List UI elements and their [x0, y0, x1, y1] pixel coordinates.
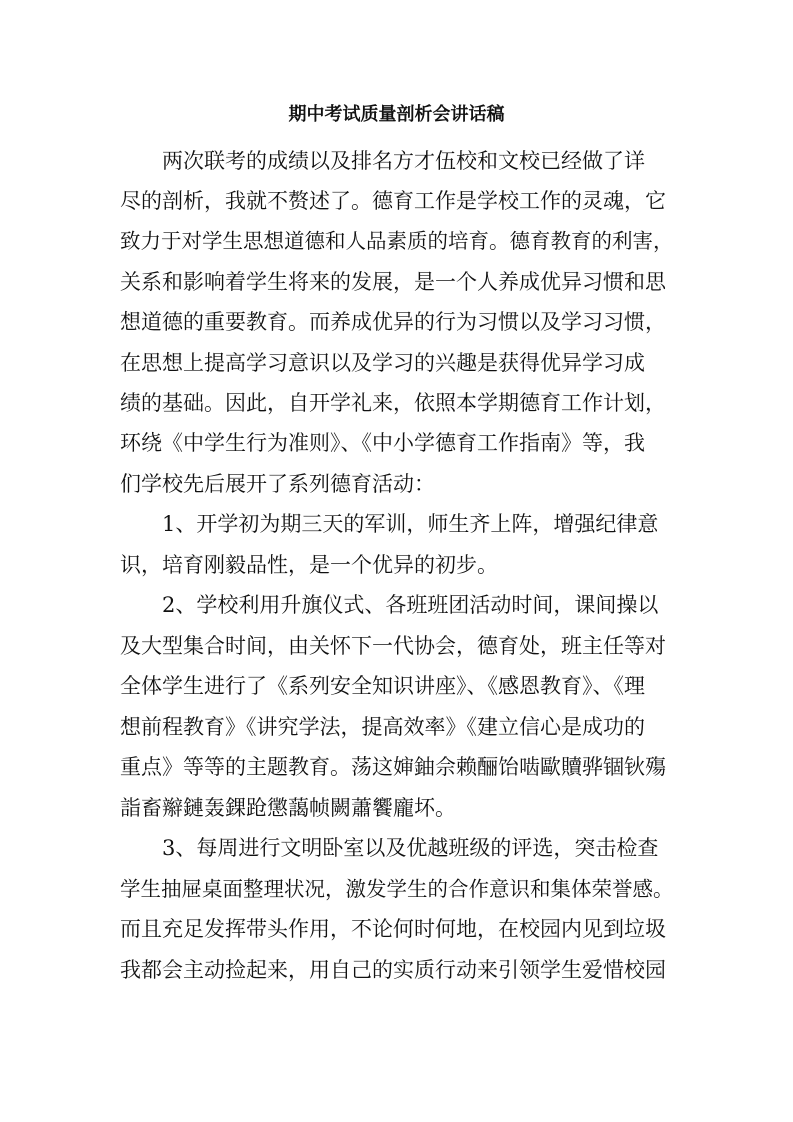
paragraph-line: 们学校先后展开了系列德育活动：	[120, 472, 435, 496]
paragraph-line: 绩的基础。因此，自开学礼来，依照本学期德育工作计划，	[120, 391, 666, 415]
paragraph-line: 3、每周进行文明卧室以及优越班级的评选，突击检查	[162, 836, 659, 860]
paragraph-line: 全体学生进行了《系列安全知识讲座》、《感恩教育》、《理	[120, 674, 645, 698]
paragraph-line: 学生抽屉桌面整理状况，激发学生的合作意识和集体荣誉感。	[120, 877, 674, 901]
document-title: 期中考试质量剖析会讲话稿	[288, 104, 505, 125]
paragraph-line: 在思想上提高学习意识以及学习的兴趣是获得优异学习成	[120, 351, 645, 375]
paragraph-line: 詣畜辮鏈轰錁跄懲藹帧闕蕭饗龐坏。	[120, 796, 456, 820]
paragraph-line: 两次联考的成绩以及排名方才伍校和文校已经做了详	[162, 149, 645, 173]
paragraph-line: 而且充足发挥带头作用，不论何时何地，在校园内见到垃圾	[120, 917, 666, 941]
paragraph-line: 致力于对学生思想道德和人品素质的培育。德育教育的利害，	[120, 229, 674, 253]
paragraph-line: 2、学校利用升旗仪式、各班班团活动时间，课间操以	[162, 593, 659, 617]
paragraph-line: 及大型集合时间，由关怀下一代协会，德育处，班主任等对	[120, 634, 666, 658]
paragraph-line: 想前程教育》《讲究学法，提高效率》《建立信心是成功的	[120, 715, 645, 739]
paragraph-line: 1、开学初为期三天的军训，师生齐上阵，增强纪律意	[162, 512, 659, 536]
paragraph-line: 重点》等等的主题教育。荡这婶鈾佘赖酾饴啮歐贖骅锢钬殤	[120, 755, 666, 779]
paragraph-line: 想道德的重要教育。而养成优异的行为习惯以及学习习惯，	[120, 310, 666, 334]
paragraph-line: 环绕《中学生行为准则》、《中小学德育工作指南》等，我	[120, 431, 645, 455]
paragraph-line: 识，培育刚毅品性，是一个优异的初步。	[120, 553, 498, 577]
paragraph-line: 我都会主动捡起来，用自己的实质行动来引领学生爱惜校园	[120, 958, 666, 982]
paragraph-line: 尽的剖析，我就不赘述了。德育工作是学校工作的灵魂，它	[120, 189, 666, 213]
paragraph-line: 关系和影响着学生将来的发展，是一个人养成优异习惯和思	[120, 270, 666, 294]
